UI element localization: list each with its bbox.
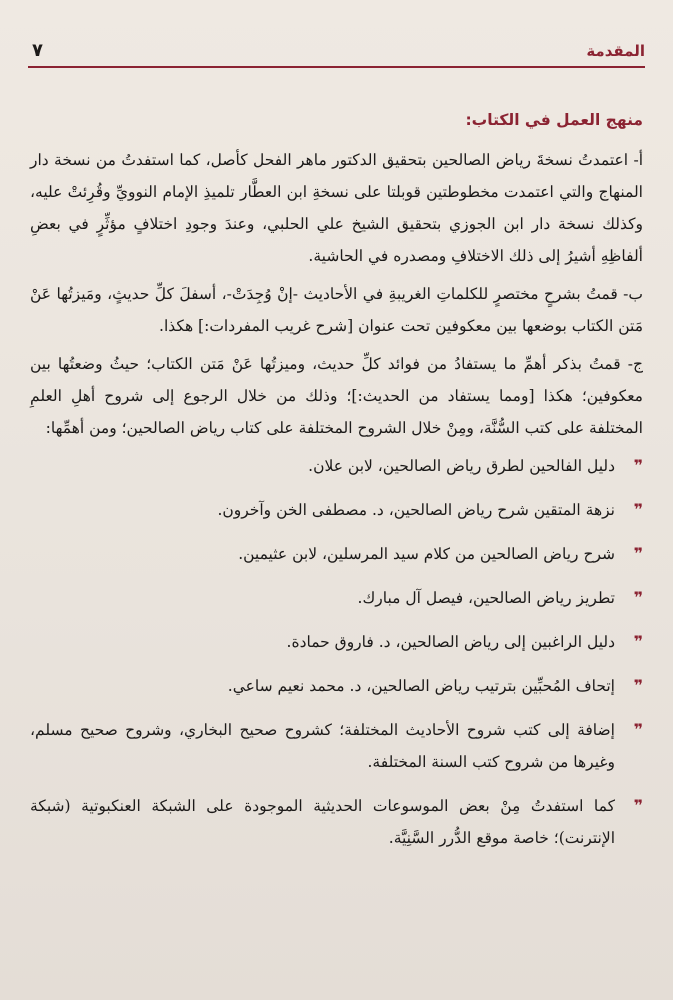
quote-bullet-icon: ❞: [633, 676, 643, 695]
quote-bullet-icon: ❞: [633, 588, 643, 607]
reference-text: دليل الفالحين لطرق رياض الصالحين، لابن علان.: [308, 457, 615, 475]
quote-bullet-icon: ❞: [633, 456, 643, 475]
header-rule: [28, 66, 645, 68]
page-header: [28, 40, 645, 68]
page-number: ٧: [32, 40, 43, 61]
paragraph-a: أ- اعتمدتُ نسخةَ رياض الصالحين بتحقيق الدكتور ماهر الفحل كأصل، كما استفدتُ من نسخة دار المنهاج والتي اعتمدت مخطوطتين قوبلتا على نسخةِ ابن العطَّار تلميذِ الإمام النوويِّ وقُرِئتْ عليه، وكذلك نسخة دار ابن الجوزي بتحقيق الشيخ علي الحلبي، وعندَ وجودِ اختلافٍ مؤثِّرٍ في بعضِ ألفاظِهِ أشيرُ إلى ذلك الاختلافِ ومصدره في الحاشية.: [30, 151, 643, 265]
references-list: [30, 450, 643, 854]
quote-bullet-icon: ❞: [633, 796, 643, 815]
running-title: المقدمة: [586, 42, 645, 60]
page-body: [30, 104, 643, 866]
reference-text: شرح رياض الصالحين من كلام سيد المرسلين، لابن عثيمين.: [238, 545, 615, 563]
paragraph-b: ب- قمتُ بشرحٍ مختصرٍ للكلماتِ الغريبةِ في الأحاديث -إنْ وُجِدَتْ-، أسفلَ كلِّ حديثٍ، ومَيزتُها عَنْ مَتن الكتاب بوضعها بين معكوفين تحت عنوان [شرح غريب المفردات:] هكذا.: [30, 285, 643, 335]
quote-bullet-icon: ❞: [633, 544, 643, 563]
reference-text: تطريز رياض الصالحين، فيصل آل مبارك.: [357, 589, 615, 607]
list-item: [30, 538, 643, 570]
quote-bullet-icon: ❞: [633, 500, 643, 519]
list-item: [30, 450, 643, 482]
reference-text: إضافة إلى كتب شروح الأحاديث المختلفة؛ كشروح صحيح البخاري، وشروح صحيح مسلم، وغيرها من شروح كتب السنة المختلفة.: [30, 721, 615, 771]
list-item: [30, 494, 643, 526]
quote-bullet-icon: ❞: [633, 632, 643, 651]
quote-bullet-icon: ❞: [633, 720, 643, 739]
list-item: [30, 790, 643, 854]
list-item: [30, 582, 643, 614]
paragraph-c: ج- قمتُ بذكر أهمِّ ما يستفادُ من فوائد كلِّ حديث، وميزتُها عَنْ مَتن الكتاب؛ حيثُ وضعتُها بين معكوفين؛ هكذا [ومما يستفاد من الحديث:]؛ وذلك من خلال الرجوع إلى شروح أهلِ العلمِ المختلفة على كتب السُّنَّة، ومِنْ خلال الشروح المختلفة على كتاب رياض الصالحين؛ ومن أهمِّها:: [30, 355, 643, 437]
list-item: [30, 714, 643, 778]
reference-text: كما استفدتُ مِنْ بعض الموسوعات الحديثية الموجودة على الشبكة العنكبوتية (شبكة الإنترنت)؛ خاصة موقع الدُّرر السَّنِيَّة.: [30, 797, 615, 847]
list-item: [30, 626, 643, 658]
reference-text: دليل الراغبين إلى رياض الصالحين، د. فاروق حمادة.: [286, 633, 615, 651]
section-heading: منهج العمل في الكتاب:: [465, 111, 643, 129]
reference-text: إتحاف المُحبِّين بترتيب رياض الصالحين، د. محمد نعيم ساعي.: [227, 677, 615, 695]
list-item: [30, 670, 643, 702]
reference-text: نزهة المتقين شرح رياض الصالحين، د. مصطفى الخن وآخرون.: [217, 501, 615, 519]
